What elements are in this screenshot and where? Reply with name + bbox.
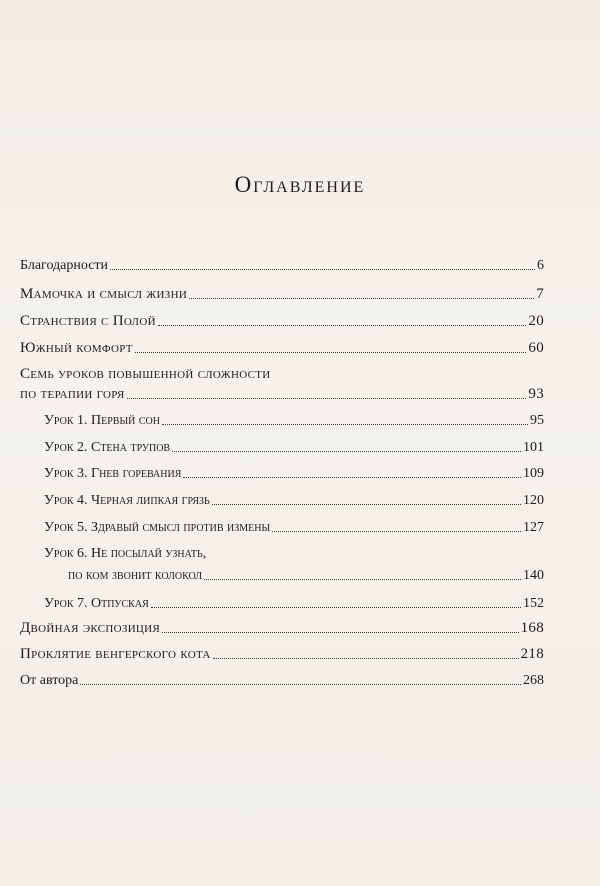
leader-dots (213, 658, 519, 659)
toc-entry-page: 127 (523, 520, 544, 535)
toc-entry (44, 466, 544, 482)
toc-entry (20, 258, 544, 274)
toc-entry-page: 120 (523, 493, 544, 508)
toc-entry-page: 140 (523, 568, 544, 583)
toc-entry-page: 20 (528, 313, 544, 329)
toc-entry (20, 673, 544, 689)
leader-dots (158, 325, 527, 326)
leader-dots (204, 579, 521, 580)
toc-entry (68, 568, 544, 584)
toc-entry-page: 93 (528, 386, 544, 402)
toc-entry-label-line1: Семь уроков повышенной сложности (20, 366, 271, 382)
toc-entry (20, 386, 544, 403)
toc-entry (44, 440, 544, 456)
page-title: Оглавление (234, 172, 366, 197)
toc-entry (20, 646, 544, 663)
toc-entry-page: 152 (523, 596, 544, 611)
toc-entry (20, 313, 544, 330)
toc-entry-page: 101 (523, 440, 544, 455)
toc-entry-label: Урок 4. Черная липкая грязь (44, 493, 210, 508)
toc-entry-label: Урок 3. Гнев горевания (44, 466, 182, 481)
toc-entry-label: Благодарности (20, 258, 109, 273)
toc-entry-page: 168 (520, 620, 544, 636)
toc-entry-label: Южный комфорт (20, 340, 133, 356)
toc-entry-page: 60 (528, 340, 544, 356)
toc-entry (20, 340, 544, 357)
toc-entry-label: Проклятие венгерского кота (20, 646, 211, 662)
toc-entry-page: 6 (537, 258, 544, 273)
toc-entry (20, 286, 544, 303)
toc-entry (44, 596, 544, 612)
leader-dots (189, 298, 534, 299)
toc-entry-page: 109 (523, 466, 544, 481)
toc-entry (44, 520, 544, 536)
toc-entry-page: 7 (536, 286, 544, 302)
leader-dots (151, 607, 521, 608)
leader-dots (110, 269, 535, 270)
toc-entry-page: 218 (520, 646, 544, 662)
leader-dots (162, 424, 528, 425)
toc-entry-label-line1: Урок 6. Не посылай узнать, (44, 546, 207, 561)
toc-entry-label: Урок 7. Отпуская (44, 596, 149, 611)
toc-entry-label: Урок 1. Первый сон (44, 413, 160, 428)
toc-entry (20, 620, 544, 637)
toc-entry-label-line2: по терапии горя (20, 386, 125, 402)
leader-dots (135, 352, 527, 353)
toc-entry-label: Странствия с Полой (20, 313, 156, 329)
toc-entry-page: 95 (530, 413, 544, 428)
leader-dots (272, 531, 521, 532)
leader-dots (172, 451, 521, 452)
toc-entry-label: От автора (20, 673, 79, 688)
leader-dots (127, 398, 527, 399)
leader-dots (212, 504, 521, 505)
toc-entry-label: Урок 5. Здравый смысл против измены (44, 520, 271, 535)
leader-dots (80, 684, 521, 685)
toc-entry (44, 493, 544, 509)
toc-entry-label: Урок 2. Стена трупов (44, 440, 171, 455)
leader-dots (162, 632, 519, 633)
toc-entry-label: Двойная экспозиция (20, 620, 161, 636)
leader-dots (183, 477, 521, 478)
toc-entry-label-line2: по ком звонит колокол (68, 568, 203, 583)
toc-entry (44, 413, 544, 429)
toc-entry-label: Мамочка и смысл жизни (20, 286, 188, 302)
toc-entry-page: 268 (523, 673, 544, 688)
